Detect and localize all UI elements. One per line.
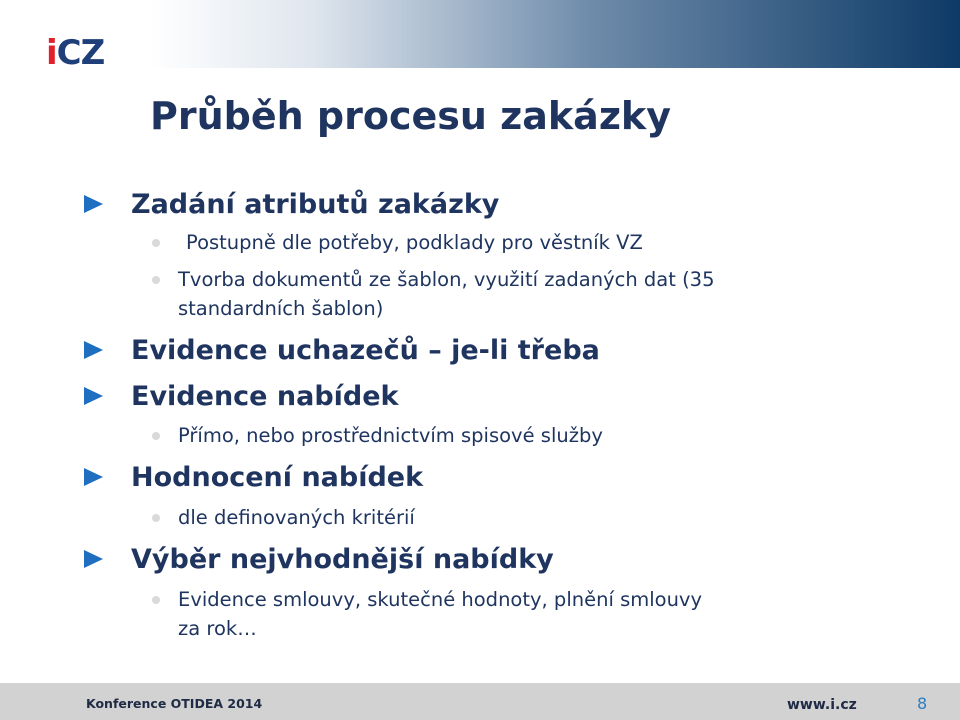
bullet-triangle-icon [84, 387, 103, 405]
bullet-item-label: Hodnocení nabídek [131, 461, 424, 493]
footer-conference: Konference OTIDEA 2014 [86, 696, 263, 711]
bullet-triangle-icon [84, 550, 103, 568]
page-number: 8 [917, 694, 928, 713]
footer-url: www.i.cz [787, 697, 857, 713]
bullet-item-label: Výběr nejvhodnější nabídky [131, 543, 554, 575]
bullet-item-label: Evidence nabídek [131, 380, 399, 412]
bullet-item-label: Zadání atributů zakázky [131, 188, 500, 220]
bullet-dot-icon [152, 239, 160, 247]
bullet-triangle-icon [84, 341, 103, 359]
bullet-dot-icon [152, 596, 160, 604]
slide-title: Průběh procesu zakázky [150, 94, 671, 138]
bullet-dot-icon [152, 514, 160, 522]
bullet-dot-icon [152, 276, 160, 284]
bullet-triangle-icon [84, 195, 103, 213]
bullet-item-label: Evidence uchazečů – je-li třeba [131, 334, 600, 366]
bullet-triangle-icon [84, 468, 103, 486]
header-gradient-band [150, 0, 960, 68]
bullet-dot-icon [152, 432, 160, 440]
icz-logo: iCZ [46, 33, 105, 73]
